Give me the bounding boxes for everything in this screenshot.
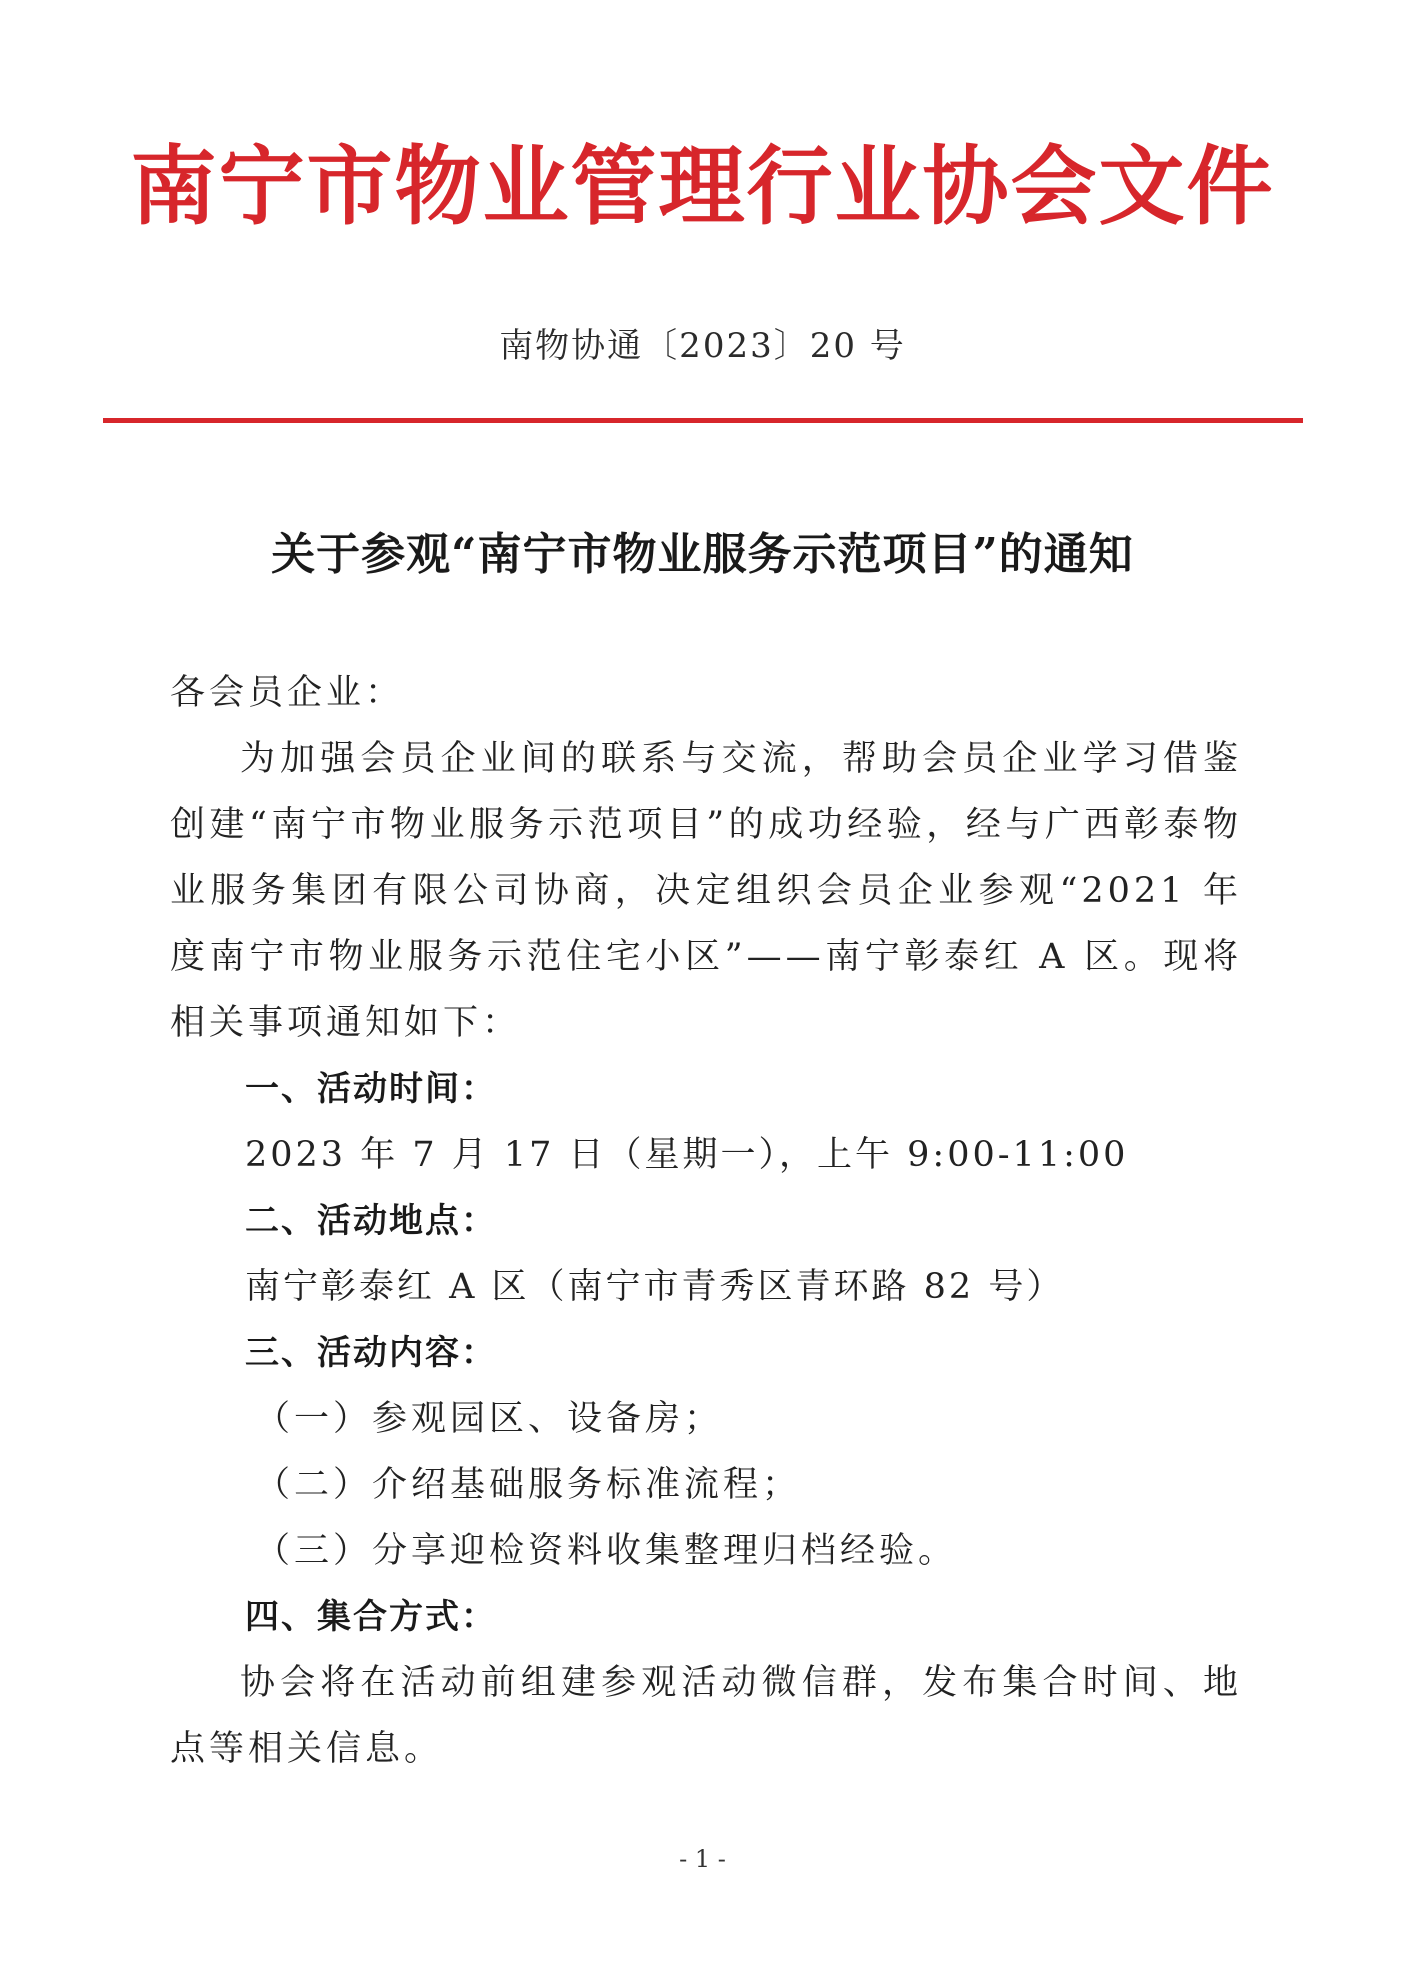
masthead-title: 南宁市物业管理行业协会文件 bbox=[130, 136, 1275, 237]
content-item: （二）介绍基础服务标准流程； bbox=[255, 1465, 802, 1505]
notice-body bbox=[170, 660, 1242, 1782]
red-divider bbox=[103, 418, 1303, 423]
notice-title: 关于参观“南宁市物业服务示范项目”的通知 bbox=[271, 529, 1134, 580]
document-number: 南物协通〔2023〕20 号 bbox=[499, 326, 906, 366]
content-item: （三）分享迎检资料收集整理归档经验。 bbox=[255, 1531, 958, 1571]
section-location-text: 南宁彰泰红 A 区（南宁市青秀区青环路 82 号） bbox=[245, 1267, 1065, 1307]
intro-paragraph: 为加强会员企业间的联系与交流，帮助会员企业学习借鉴创建“南宁市物业服务示范项目”的成功经验，经与广西彰泰物业服务集团有限公司协商，决定组织会员企业参观“2021 年度南宁市物业服务示范住宅小区”——南宁彰泰红 A 区。现将相关事项通知如下： bbox=[170, 739, 1242, 1043]
section-time-text: 2023 年 7 月 17 日（星期一），上午 9:00-11:00 bbox=[245, 1135, 1129, 1175]
section-gathering-heading: 四、集合方式： bbox=[245, 1597, 497, 1637]
section-content-heading: 三、活动内容： bbox=[245, 1333, 497, 1373]
salutation: 各会员企业： bbox=[170, 673, 405, 713]
section-gathering-text: 协会将在活动前组建参观活动微信群，发布集合时间、地点等相关信息。 bbox=[170, 1663, 1242, 1769]
section-location-heading: 二、活动地点： bbox=[245, 1201, 497, 1241]
section-time-heading: 一、活动时间： bbox=[245, 1069, 497, 1109]
content-item: （一）参观园区、设备房； bbox=[255, 1399, 724, 1439]
page-number: - 1 - bbox=[679, 1845, 726, 1873]
